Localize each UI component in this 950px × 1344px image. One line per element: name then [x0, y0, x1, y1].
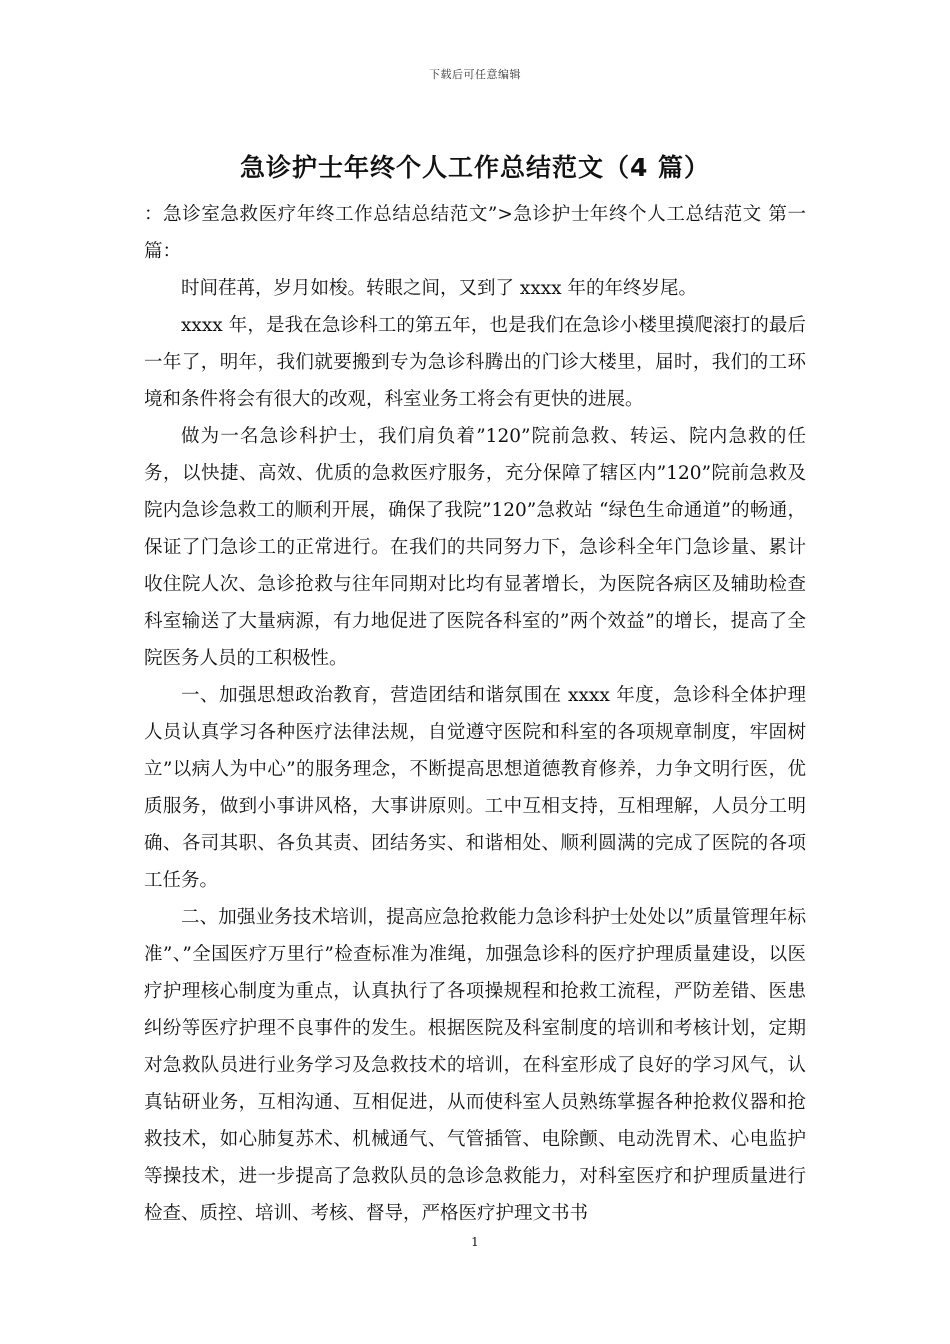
- header-note: 下载后可任意编辑: [429, 68, 521, 81]
- body-paragraph: 一、加强思想政治教育，营造团结和谐氛围在 xxxx 年度，急诊科全体护理人员认真学习各种医疗法律法规，自觉遵守医院和科室的各项规章制度，牢固树立”以病人为中心”的服务理念，不断提高思想道德教育修养，力争文明行医，优质服务，做到小事讲风格，大事讲原则。工中互相支持，互相理解，人员分工明确、各司其职、各负其责、团结务实、和谐相处、顺利圆满的完成了医院的各项工任务。: [144, 685, 806, 891]
- document-title: 急诊护士年终个人工作总结范文（4 篇）: [239, 153, 711, 182]
- body-paragraph: 二、加强业务技术培训，提高应急抢救能力急诊科护士处处以”质量管理年标准”、”全国医疗万里行”检查标准为准绳，加强急诊科的医疗护理质量建设，以医疗护理核心制度为重点，认真执行了各项操规程和抢救工流程，严防差错、医患纠纷等医疗护理不良事件的发生。根据医院及科室制度的培训和考核计划，定期对急救队员进行业务学习及急救技术的培训，在科室形成了良好的学习风气，认真钻研业务，互相沟通、互相促进，从而使科室人员熟练掌握各种抢救仪器和抢救技术，如心肺复苏术、机械通气、气管插管、电除颤、电动洗胃术、心电监护等操技术，进一步提高了急救队员的急诊急救能力，对科室医疗和护理质量进行检查、质控、培训、考核、督导，严格医疗护理文书书: [144, 907, 806, 1224]
- intro-paragraph: ：急诊室急救医疗年终工作总结总结范文”>急诊护士年终个人工总结范文 第一篇：: [144, 204, 806, 262]
- body-paragraph: xxxx 年，是我在急诊科工的第五年，也是我们在急诊小楼里摸爬滚打的最后一年了，明年，我们就要搬到专为急诊科腾出的门诊大楼里，届时，我们的工环境和条件将会有很大的改观，科室业务工将会有更快的进展。: [144, 315, 806, 410]
- document-body: [144, 196, 806, 1232]
- page-number: 1: [471, 1235, 479, 1249]
- body-paragraph: 时间荏苒，岁月如梭。转眼之间，又到了 xxxx 年的年终岁尾。: [181, 278, 697, 299]
- body-paragraph: 做为一名急诊科护士，我们肩负着”120”院前急救、转运、院内急救的任务，以快捷、高效、优质的急救医疗服务，充分保障了辖区内”120”院前急救及院内急诊急救工的顺利开展，确保了我院”120”急救站 “绿色生命通道”的畅通，保证了门急诊工的正常进行。在我们的共同努力下，急诊科全年门急诊量、累计收住院人次、急诊抢救与往年同期对比均有显著增长，为医院各病区及辅助检查科室输送了大量病源，有力地促进了医院各科室的”两个效益”的增长，提高了全院医务人员的工积极性。: [144, 426, 806, 669]
